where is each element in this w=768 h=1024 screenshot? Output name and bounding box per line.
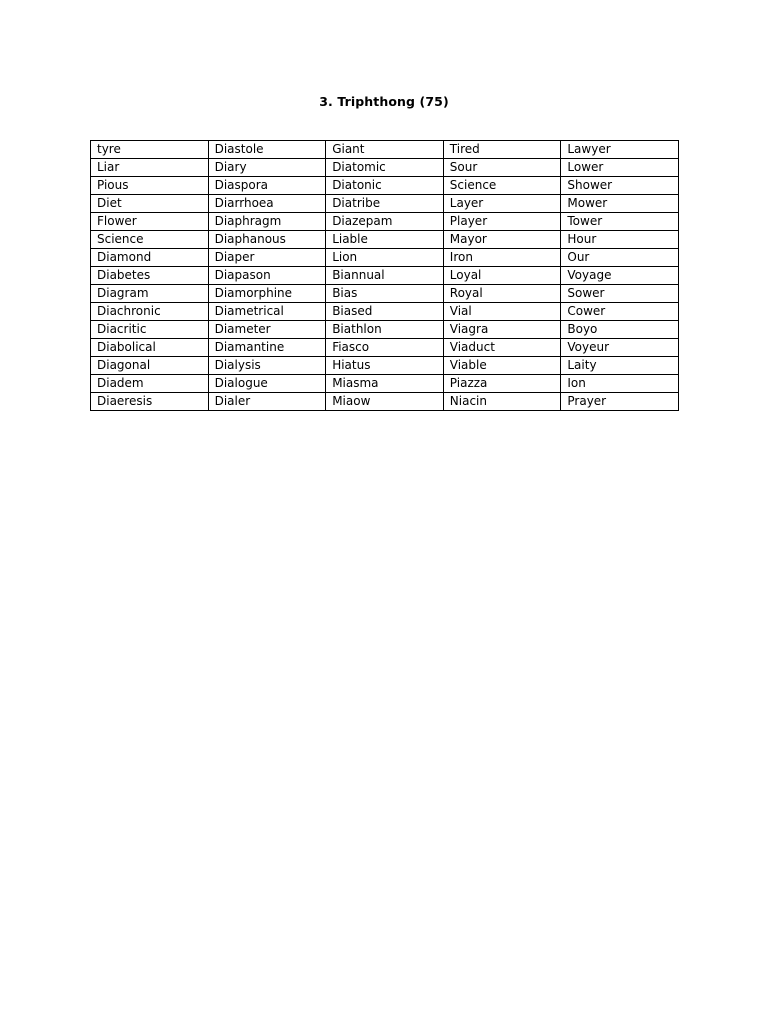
table-cell: Diatribe	[326, 195, 444, 213]
table-cell: Sour	[443, 159, 561, 177]
table-cell: Ion	[561, 375, 679, 393]
table-cell: Giant	[326, 141, 444, 159]
table-cell: Diastole	[208, 141, 326, 159]
table-row	[91, 213, 679, 231]
table-cell: Viable	[443, 357, 561, 375]
table-row	[91, 321, 679, 339]
table-cell: Boyo	[561, 321, 679, 339]
table-cell: Diaphragm	[208, 213, 326, 231]
table-cell: Diamond	[91, 249, 209, 267]
table-body	[91, 141, 679, 411]
table-cell: Science	[443, 177, 561, 195]
table-row	[91, 177, 679, 195]
table-cell: Diagram	[91, 285, 209, 303]
table-cell: Flower	[91, 213, 209, 231]
table-cell: Diaper	[208, 249, 326, 267]
table-cell: Diachronic	[91, 303, 209, 321]
table-cell: Diaspora	[208, 177, 326, 195]
table-cell: Diaeresis	[91, 393, 209, 411]
table-cell: Diametrical	[208, 303, 326, 321]
table-cell: Diagonal	[91, 357, 209, 375]
table-cell: Miaow	[326, 393, 444, 411]
table-cell: Diatonic	[326, 177, 444, 195]
table-cell: Tired	[443, 141, 561, 159]
table-cell: Viaduct	[443, 339, 561, 357]
table-cell: Diatomic	[326, 159, 444, 177]
table-cell: Diapason	[208, 267, 326, 285]
table-cell: Lawyer	[561, 141, 679, 159]
table-cell: Bias	[326, 285, 444, 303]
table-cell: Laity	[561, 357, 679, 375]
table-row	[91, 249, 679, 267]
table-row	[91, 303, 679, 321]
table-row	[91, 141, 679, 159]
table-cell: Loyal	[443, 267, 561, 285]
table-cell: Cower	[561, 303, 679, 321]
table-cell: Science	[91, 231, 209, 249]
table-cell: Mayor	[443, 231, 561, 249]
table-cell: Pious	[91, 177, 209, 195]
table-cell: Vial	[443, 303, 561, 321]
table-cell: Voyage	[561, 267, 679, 285]
table-cell: Biased	[326, 303, 444, 321]
table-row	[91, 195, 679, 213]
table-cell: Diamantine	[208, 339, 326, 357]
table-cell: Viagra	[443, 321, 561, 339]
table-row	[91, 285, 679, 303]
table-cell: Sower	[561, 285, 679, 303]
table-cell: Dialer	[208, 393, 326, 411]
table-cell: Diabolical	[91, 339, 209, 357]
table-row	[91, 375, 679, 393]
table-cell: Royal	[443, 285, 561, 303]
table-cell: Prayer	[561, 393, 679, 411]
triphthong-word-table	[90, 140, 679, 411]
table-cell: Hiatus	[326, 357, 444, 375]
table-cell: tyre	[91, 141, 209, 159]
table-cell: Iron	[443, 249, 561, 267]
table-cell: Diet	[91, 195, 209, 213]
table-cell: Diarrhoea	[208, 195, 326, 213]
table-cell: Dialogue	[208, 375, 326, 393]
table-cell: Our	[561, 249, 679, 267]
table-cell: Mower	[561, 195, 679, 213]
table-cell: Diamorphine	[208, 285, 326, 303]
table-row	[91, 159, 679, 177]
table-cell: Liable	[326, 231, 444, 249]
table-cell: Biannual	[326, 267, 444, 285]
table-cell: Diameter	[208, 321, 326, 339]
table-cell: Diazepam	[326, 213, 444, 231]
table-cell: Diacritic	[91, 321, 209, 339]
table-row	[91, 357, 679, 375]
table-cell: Diadem	[91, 375, 209, 393]
table-cell: Lower	[561, 159, 679, 177]
table-row	[91, 231, 679, 249]
table-cell: Hour	[561, 231, 679, 249]
table-cell: Diabetes	[91, 267, 209, 285]
table-cell: Player	[443, 213, 561, 231]
table-cell: Niacin	[443, 393, 561, 411]
table-cell: Fiasco	[326, 339, 444, 357]
table-cell: Lion	[326, 249, 444, 267]
table-row	[91, 267, 679, 285]
table-cell: Layer	[443, 195, 561, 213]
table-cell: Dialysis	[208, 357, 326, 375]
table-cell: Biathlon	[326, 321, 444, 339]
table-cell: Shower	[561, 177, 679, 195]
page-title: 3. Triphthong (75)	[319, 94, 449, 109]
table-cell: Voyeur	[561, 339, 679, 357]
table-row	[91, 339, 679, 357]
table-cell: Tower	[561, 213, 679, 231]
table-cell: Miasma	[326, 375, 444, 393]
table-row	[91, 393, 679, 411]
table-cell: Diaphanous	[208, 231, 326, 249]
table-cell: Diary	[208, 159, 326, 177]
table-cell: Liar	[91, 159, 209, 177]
table-cell: Piazza	[443, 375, 561, 393]
